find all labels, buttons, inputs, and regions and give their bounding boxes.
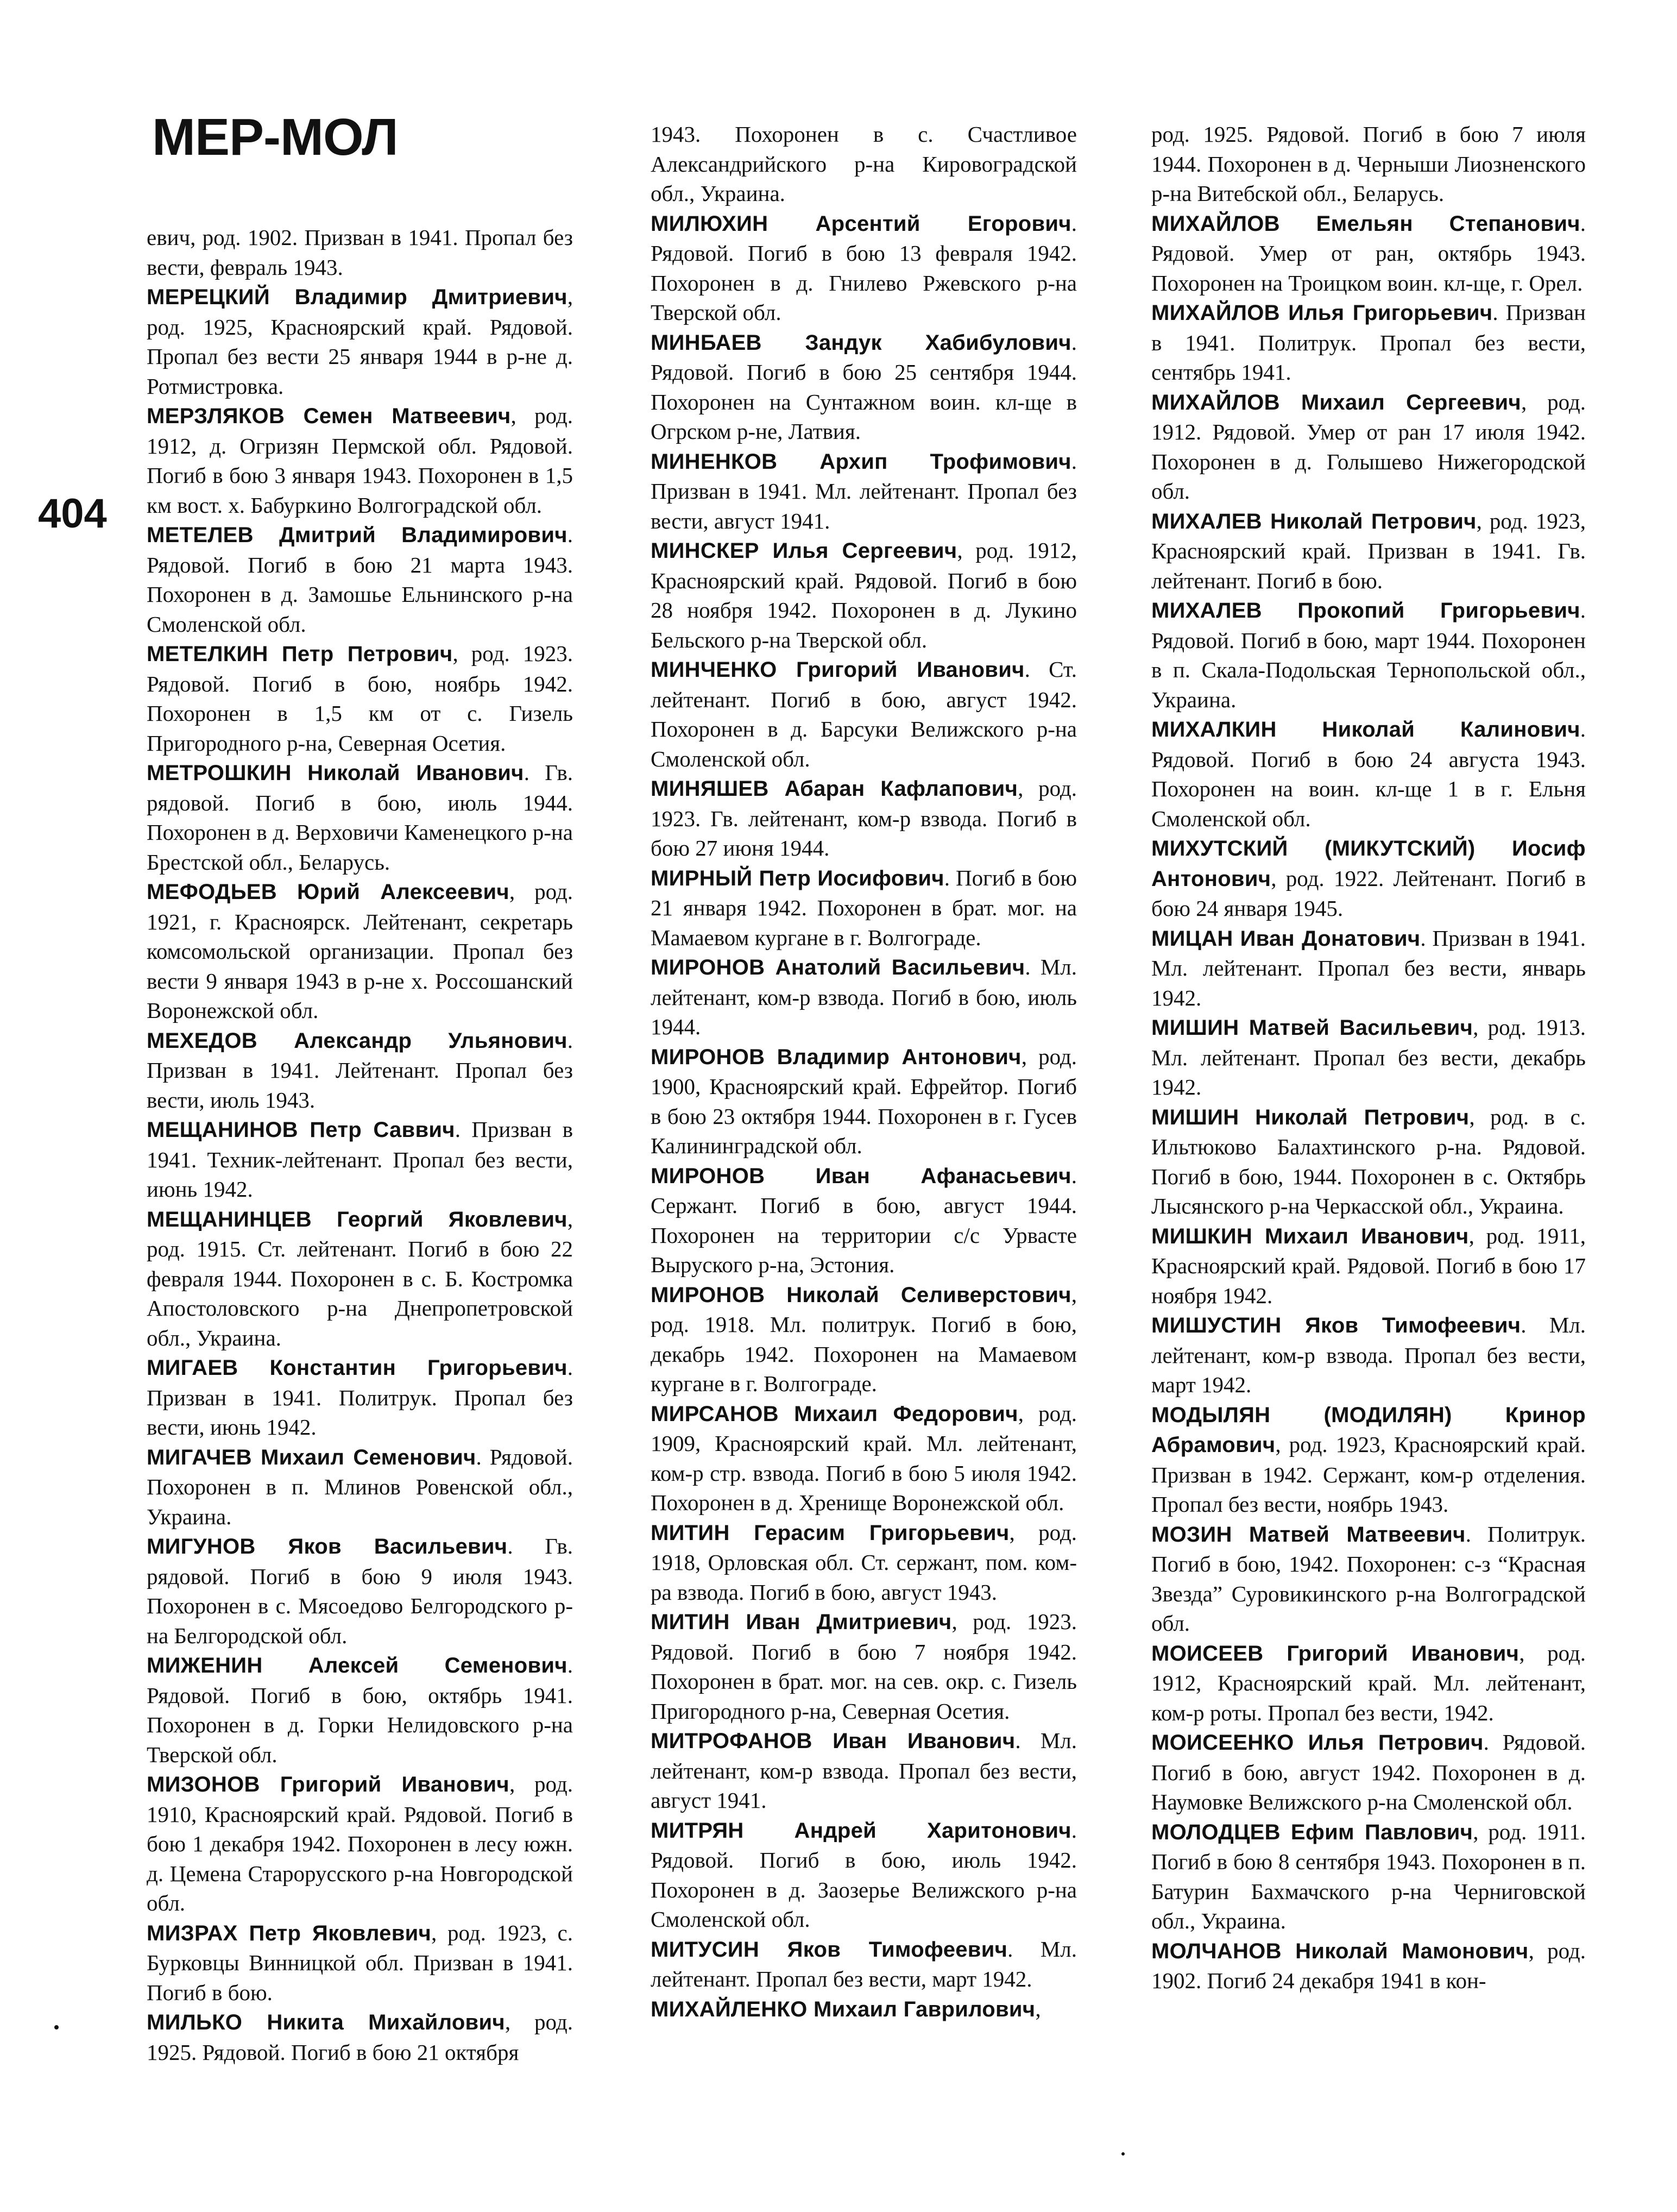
entry-name: МИШИН Матвей Васильевич	[1151, 1016, 1473, 1040]
biography-entry	[651, 447, 1077, 536]
biography-entry	[147, 2007, 573, 2067]
entry-text: , род. 1923. Гв. лейтенант, ком-р взвода. Погиб в бою 27 июня 1944.	[651, 776, 1077, 860]
entry-text: . Рядовой. Погиб в бою 25 сентября 1944. Похоронен на Сунтажном воин. кл-ще в Огрском р-не, Латвия.	[651, 329, 1077, 444]
biography-entry	[651, 120, 1077, 209]
biography-entry	[651, 209, 1077, 328]
entry-name: МИГУНОВ Яков Васильевич	[147, 1535, 508, 1559]
entry-text: . Призван в 1941. Политрук. Пропал без вести, сентябрь 1941.	[1151, 300, 1586, 385]
entry-text: , род. 1925. Рядовой. Погиб в бою 21 октября	[147, 2009, 573, 2065]
entry-name: МИРСАНОВ Михаил Федорович	[651, 1402, 1018, 1426]
biography-entry	[651, 536, 1077, 655]
entry-name: МИРОНОВ Николай Селиверстович	[651, 1283, 1071, 1307]
biography-entry	[651, 1934, 1077, 1994]
biography-entry	[651, 1161, 1077, 1280]
entry-text: . Рядовой. Похоронен в п. Млинов Ровенской обл., Украина.	[147, 1444, 573, 1529]
text-column-2	[651, 120, 1077, 2024]
entry-text: , род. 1923, с. Бурковцы Винницкой обл. Призван в 1941. Погиб в бою.	[147, 1920, 573, 2005]
entry-name: МИХАЛКИН Николай Калинович	[1151, 718, 1580, 741]
entry-text: . Гв. рядовой. Погиб в бою 9 июля 1943. Похоронен в с. Мясоедово Белгородского р-на Белгородской обл.	[147, 1534, 573, 1648]
entry-name: МИРОНОВ Анатолий Васильевич	[651, 956, 1025, 979]
entry-name: МОЛЧАНОВ Николай Мамонович	[1151, 1939, 1529, 1963]
biography-entry	[147, 1204, 573, 1353]
biography-entry	[651, 1042, 1077, 1161]
biography-entry	[147, 223, 573, 282]
entry-name: МИЗРАХ Петр Яковлевич	[147, 1921, 432, 1945]
entry-text: . Гв. рядовой. Погиб в бою, июль 1944. Похоронен в д. Верховичи Каменецкого р-на Брестской обл., Беларусь.	[147, 760, 573, 875]
entry-name: МЕХЕДОВ Александр Ульянович	[147, 1028, 568, 1053]
entry-name: МИНСКЕР Илья Сергеевич	[651, 539, 957, 563]
biography-entry	[147, 520, 573, 639]
entry-text: , род. 1912, Красноярский край. Рядовой. Погиб в бою 28 ноября 1942. Похоронен в д. Лукино Бельского р-на Тверской обл.	[651, 538, 1077, 652]
entry-name: МИТИН Иван Дмитриевич	[651, 1610, 952, 1634]
entry-text: , род. 1915. Ст. лейтенант. Погиб в бою 22 февраля 1944. Похоронен в с. Б. Костромка Апостоловского р-на Днепропетровской обл., Украина.	[147, 1206, 573, 1350]
page-number: 404	[38, 491, 107, 537]
biography-entry	[1151, 1013, 1586, 1102]
entry-name: МИХАЙЛОВ Емельян Степанович	[1151, 211, 1580, 236]
entry-text: . Сержант. Погиб в бою, август 1944. Похоронен на территории с/с Урвасте Выруского р-на, Эстония.	[651, 1162, 1077, 1277]
entry-name: МОДЫЛЯН (МОДИЛЯН) Кринор Абрамович	[1151, 1403, 1586, 1457]
entry-name: МИТУСИН Яков Тимофеевич	[651, 1937, 1008, 1962]
entry-text: . Призван в 1941. Политрук. Пропал без вести, июнь 1942.	[147, 1355, 573, 1440]
biography-entry	[651, 1994, 1077, 2025]
biography-entry	[147, 1353, 573, 1442]
biography-entry	[1151, 1221, 1586, 1311]
biography-entry	[1151, 506, 1586, 596]
entry-text: . Рядовой. Погиб в бою, октябрь 1941. Похоронен в д. Горки Нелидовского р-на Тверской обл.	[147, 1652, 573, 1767]
biography-entry	[147, 877, 573, 1026]
biography-entry	[1151, 209, 1586, 298]
entry-text: . Мл. лейтенант. Пропал без вести, март 1942.	[651, 1936, 1077, 1991]
entry-text: , род. 1902. Погиб 24 декабря 1941 в кон-	[1151, 1938, 1586, 1993]
entry-name: МИХУТСКИЙ (МИКУТСКИЙ) Иосиф Антонович	[1151, 837, 1586, 891]
scan-speck	[54, 2025, 59, 2029]
biography-entry	[1151, 298, 1586, 387]
entry-name: МИХАЙЛОВ Михаил Сергеевич	[1151, 390, 1521, 414]
entry-text: , род. 1918, Орловская обл. Ст. сержант, пом. ком-ра взвода. Погиб в бою, август 1943.	[651, 1519, 1077, 1605]
biography-entry	[651, 1518, 1077, 1607]
entry-text: . Рядовой. Погиб в бою 21 марта 1943. Похоронен в д. Замошье Ельнинского р-на Смоленской обл.	[147, 522, 573, 637]
entry-name: МИШИН Николай Петрович	[1151, 1105, 1470, 1129]
biography-entry	[651, 1815, 1077, 1934]
biography-entry	[651, 655, 1077, 774]
biography-entry	[651, 863, 1077, 953]
entry-text: . Погиб в бою 21 января 1942. Похоронен в брат. мог. на Мамаевом кургане в г. Волгограде.	[651, 865, 1077, 950]
entry-name: МИХАЛЕВ Николай Петрович	[1151, 509, 1477, 533]
biography-entry	[147, 1442, 573, 1532]
scan-speck	[1121, 2152, 1125, 2156]
entry-name: МИНБАЕВ Зандук Хабибулович	[651, 330, 1071, 355]
entry-name: МЕЩАНИНОВ Петр Саввич	[147, 1118, 455, 1142]
entry-text: . Рядовой. Погиб в бою, июль 1942. Похоронен в д. Заозерье Велижского р-на Смоленской обл.	[651, 1817, 1077, 1932]
entry-text: . Рядовой. Погиб в бою, март 1944. Похоронен в п. Скала-Подольская Тернопольской обл., Украина.	[1151, 598, 1586, 712]
entry-text: , род. 1921, г. Красноярск. Лейтенант, секретарь комсомольской организации. Пропал без вести 9 января 1943 в р-не х. Россошанский Воронежской обл.	[147, 879, 573, 1023]
entry-text: , род. 1911, Красноярский край. Рядовой. Погиб в бою 17 ноября 1942.	[1151, 1223, 1586, 1308]
text-column-1	[147, 223, 573, 2067]
entry-name: МОЗИН Матвей Матвеевич	[1151, 1522, 1466, 1547]
entry-text: . Призван в 1941. Техник-лейтенант. Пропал без вести, июнь 1942.	[147, 1117, 573, 1202]
entry-name: МЕТРОШКИН Николай Иванович	[147, 761, 524, 785]
entry-text: . Мл. лейтенант, ком-р взвода. Погиб в бою, июль 1944.	[651, 954, 1077, 1039]
entry-text: , род. 1913. Мл. лейтенант. Пропал без вести, декабрь 1942.	[1151, 1015, 1586, 1099]
biography-entry	[1151, 1727, 1586, 1817]
entry-name: МЕТЕЛЕВ Дмитрий Владимирович	[147, 523, 568, 547]
entry-text: ,	[1035, 1996, 1041, 2021]
biography-entry	[651, 1607, 1077, 1726]
entry-name: МИРОНОВ Владимир Антонович	[651, 1045, 1022, 1069]
entry-text: , род. в с. Ильтюково Балахтинского р-на. Рядовой. Погиб в бою, 1944. Похоронен в с. Октябрь Лысянского р-на Черкасской обл., Украина.	[1151, 1104, 1586, 1218]
biography-entry	[651, 328, 1077, 447]
biography-entry	[651, 774, 1077, 863]
biography-entry	[1151, 120, 1586, 209]
entry-name: МОИСЕЕВ Григорий Иванович	[1151, 1641, 1520, 1666]
entry-text: . Призван в 1941. Мл. лейтенант. Пропал без вести, январь 1942.	[1151, 925, 1586, 1010]
entry-name: МИНЕНКОВ Архип Трофимович	[651, 449, 1071, 474]
entry-name: МИГАЧЕВ Михаил Семенович	[147, 1445, 476, 1469]
biography-entry	[1151, 1817, 1586, 1936]
biography-entry	[147, 758, 573, 877]
biography-entry	[1151, 923, 1586, 1013]
biography-entry	[147, 1769, 573, 1918]
biography-entry	[1151, 1102, 1586, 1221]
entry-text: . Рядовой. Погиб в бою, август 1942. Похоронен в д. Наумовке Велижского р-на Смоленской обл.	[1151, 1730, 1586, 1814]
biography-entry	[1151, 387, 1586, 506]
entry-text: , род. 1912, д. Огризян Пермской обл. Рядовой. Погиб в бою 3 января 1943. Похоронен в 1,5 км вост. х. Бабуркино Волгоградской обл.	[147, 403, 573, 518]
entry-name: МОИСЕЕНКО Илья Петрович	[1151, 1731, 1484, 1755]
entry-name: МЕЩАНИНЦЕВ Георгий Яковлевич	[147, 1207, 568, 1231]
biography-entry	[1151, 833, 1586, 923]
biography-entry	[147, 282, 573, 401]
biography-entry	[1151, 1310, 1586, 1400]
entry-name: МЕРЗЛЯКОВ Семен Матвеевич	[147, 404, 511, 428]
biography-entry	[147, 639, 573, 758]
entry-text: , род. 1911. Погиб в бою 8 сентября 1943. Похоронен в п. Батурин Бахмачского р-на Черниговской обл., Украина.	[1151, 1819, 1586, 1933]
entry-name: МЕРЕЦКИЙ Владимир Дмитриевич	[147, 285, 568, 309]
biography-entry	[651, 952, 1077, 1042]
biography-entry	[651, 1399, 1077, 1518]
biography-entry	[147, 1115, 573, 1204]
entry-name: МИНЧЕНКО Григорий Иванович	[651, 658, 1025, 682]
entry-name: МИЦАН Иван Донатович	[1151, 926, 1421, 951]
entry-name: МИРОНОВ Иван Афанасьевич	[651, 1164, 1071, 1188]
entry-name: МИЛЮХИН Арсентий Егорович	[651, 211, 1071, 236]
entry-text: , род. 1923. Рядовой. Погиб в бою 7 ноября 1942. Похоронен в брат. мог. на сев. окр. с. Гизель Пригородного р-на, Северная Осетия.	[651, 1609, 1077, 1724]
biography-entry	[147, 1650, 573, 1769]
entry-name: МИГАЕВ Константин Григорьевич	[147, 1356, 568, 1380]
entry-text: , род. 1900, Красноярский край. Ефрейтор. Погиб в бою 23 октября 1944. Похоронен в г. Гусев Калининградской обл.	[651, 1044, 1077, 1158]
entry-name: МИШУСТИН Яков Тимофеевич	[1151, 1314, 1521, 1337]
biography-entry	[147, 1026, 573, 1115]
entry-text: . Рядовой. Погиб в бою 13 февраля 1942. Похоронен в д. Гнилево Ржевского р-на Тверской обл.	[651, 210, 1077, 325]
entry-text: , род. 1918. Мл. политрук. Погиб в бою, декабрь 1942. Похоронен на Мамаевом кургане в г. Волгограде.	[651, 1281, 1077, 1396]
entry-text: , род. 1912, Красноярский край. Мл. лейтенант, ком-р роты. Пропал без вести, 1942.	[1151, 1640, 1586, 1725]
entry-text: . Ст. лейтенант. Погиб в бою, август 1942. Похоронен в д. Барсуки Велижского р-на Смоленской обл.	[651, 657, 1077, 771]
entry-name: МИХАЙЛЕНКО Михаил Гаврилович	[651, 1997, 1036, 2021]
biography-entry	[147, 1918, 573, 2008]
entry-text: 1943. Похоронен в с. Счастливое Александрийского р-на Кировоградской обл., Украина.	[651, 122, 1077, 206]
entry-text: , род. 1912. Рядовой. Умер от ран 17 июля 1942. Похоронен в д. Голышево Нижегородской обл.	[1151, 389, 1586, 504]
entry-text: , род. 1923. Рядовой. Погиб в бою, ноябрь 1942. Похоронен в 1,5 км от с. Гизель Пригородного р-на, Северная Осетия.	[147, 641, 573, 756]
entry-text: , род. 1923, Красноярский край. Призван в 1941. Гв. лейтенант. Погиб в бою.	[1151, 508, 1586, 593]
entry-text: . Призван в 1941. Лейтенант. Пропал без вести, июль 1943.	[147, 1027, 573, 1113]
entry-name: МИНЯШЕВ Абаран Кафлапович	[651, 777, 1018, 801]
entry-name: МИЖЕНИН Алексей Семенович	[147, 1654, 568, 1677]
entry-text: . Политрук. Погиб в бою, 1942. Похоронен: с-з “Красная Звезда” Суровикинского р-на Волгоградской обл.	[1151, 1521, 1586, 1636]
entry-text: евич, род. 1902. Призван в 1941. Пропал без вести, февраль 1943.	[147, 225, 573, 280]
biography-entry	[651, 1726, 1077, 1815]
entry-name: МЕТЕЛКИН Петр Петрович	[147, 642, 453, 666]
entry-name: МИТРЯН Андрей Харитонович	[651, 1818, 1071, 1843]
entry-text: , род. 1910, Красноярский край. Рядовой. Погиб в бою 1 декабря 1942. Похоронен в лесу южн. д. Цемена Старорусского р-на Новгородской обл.	[147, 1771, 573, 1915]
entry-name: МЕФОДЬЕВ Юрий Алексеевич	[147, 880, 509, 904]
entry-name: МИШКИН Михаил Иванович	[1151, 1224, 1469, 1248]
entry-name: МИЗОНОВ Григорий Иванович	[147, 1773, 509, 1796]
biography-entry	[147, 401, 573, 520]
entry-text: . Призван в 1941. Мл. лейтенант. Пропал без вести, август 1941.	[651, 448, 1077, 533]
entry-text: , род. 1925, Красноярский край. Рядовой. Пропал без вести 25 января 1944 в р-не д. Ротмистровка.	[147, 284, 573, 399]
entry-text: . Рядовой. Умер от ран, октябрь 1943. Похоронен на Троицком воин. кл-ще, г. Орел.	[1151, 210, 1586, 296]
biography-entry	[1151, 714, 1586, 833]
biography-entry	[1151, 595, 1586, 714]
entry-text: . Мл. лейтенант, ком-р взвода. Пропал без вести, август 1941.	[651, 1728, 1077, 1813]
entry-text: . Мл. лейтенант, ком-р взвода. Пропал без вести, март 1942.	[1151, 1312, 1586, 1397]
entry-name: МИХАЛЕВ Прокопий Григорьевич	[1151, 599, 1580, 623]
biography-entry	[1151, 1936, 1586, 1996]
biography-entry	[147, 1531, 573, 1650]
page-header-range: МЕР-МОЛ	[152, 108, 398, 166]
biography-entry	[1151, 1638, 1586, 1728]
entry-name: МИХАЙЛОВ Илья Григорьевич	[1151, 301, 1493, 325]
entry-name: МИРНЫЙ Петр Иосифович	[651, 866, 944, 890]
entry-name: МОЛОДЦЕВ Ефим Павлович	[1151, 1820, 1473, 1844]
entry-text: . Рядовой. Погиб в бою 24 августа 1943. Похоронен на воин. кл-ще 1 в г. Ельня Смоленской обл.	[1151, 717, 1586, 831]
entry-text: род. 1925. Рядовой. Погиб в бою 7 июля 1944. Похоронен в д. Черныши Лиозненского р-на Витебской обл., Беларусь.	[1151, 122, 1586, 206]
entry-text: , род. 1909, Красноярский край. Мл. лейтенант, ком-р стр. взвода. Погиб в бою 5 июля 1942. Похоронен в д. Хренище Воронежской обл.	[651, 1400, 1077, 1515]
entry-name: МИТРОФАНОВ Иван Иванович	[651, 1729, 1016, 1753]
entry-name: МИТИН Герасим Григорьевич	[651, 1520, 1010, 1545]
entry-text: , род. 1922. Лейтенант. Погиб в бою 24 января 1945.	[1151, 865, 1586, 921]
entry-text: , род. 1923, Красноярский край. Призван в 1942. Сержант, ком-р отделения. Пропал без вести, ноябрь 1943.	[1151, 1432, 1586, 1517]
biography-entry	[651, 1280, 1077, 1399]
biography-entry	[1151, 1400, 1586, 1519]
entry-name: МИЛЬКО Никита Михайлович	[147, 2010, 505, 2034]
biography-entry	[1151, 1519, 1586, 1638]
text-column-3	[1151, 120, 1586, 1996]
